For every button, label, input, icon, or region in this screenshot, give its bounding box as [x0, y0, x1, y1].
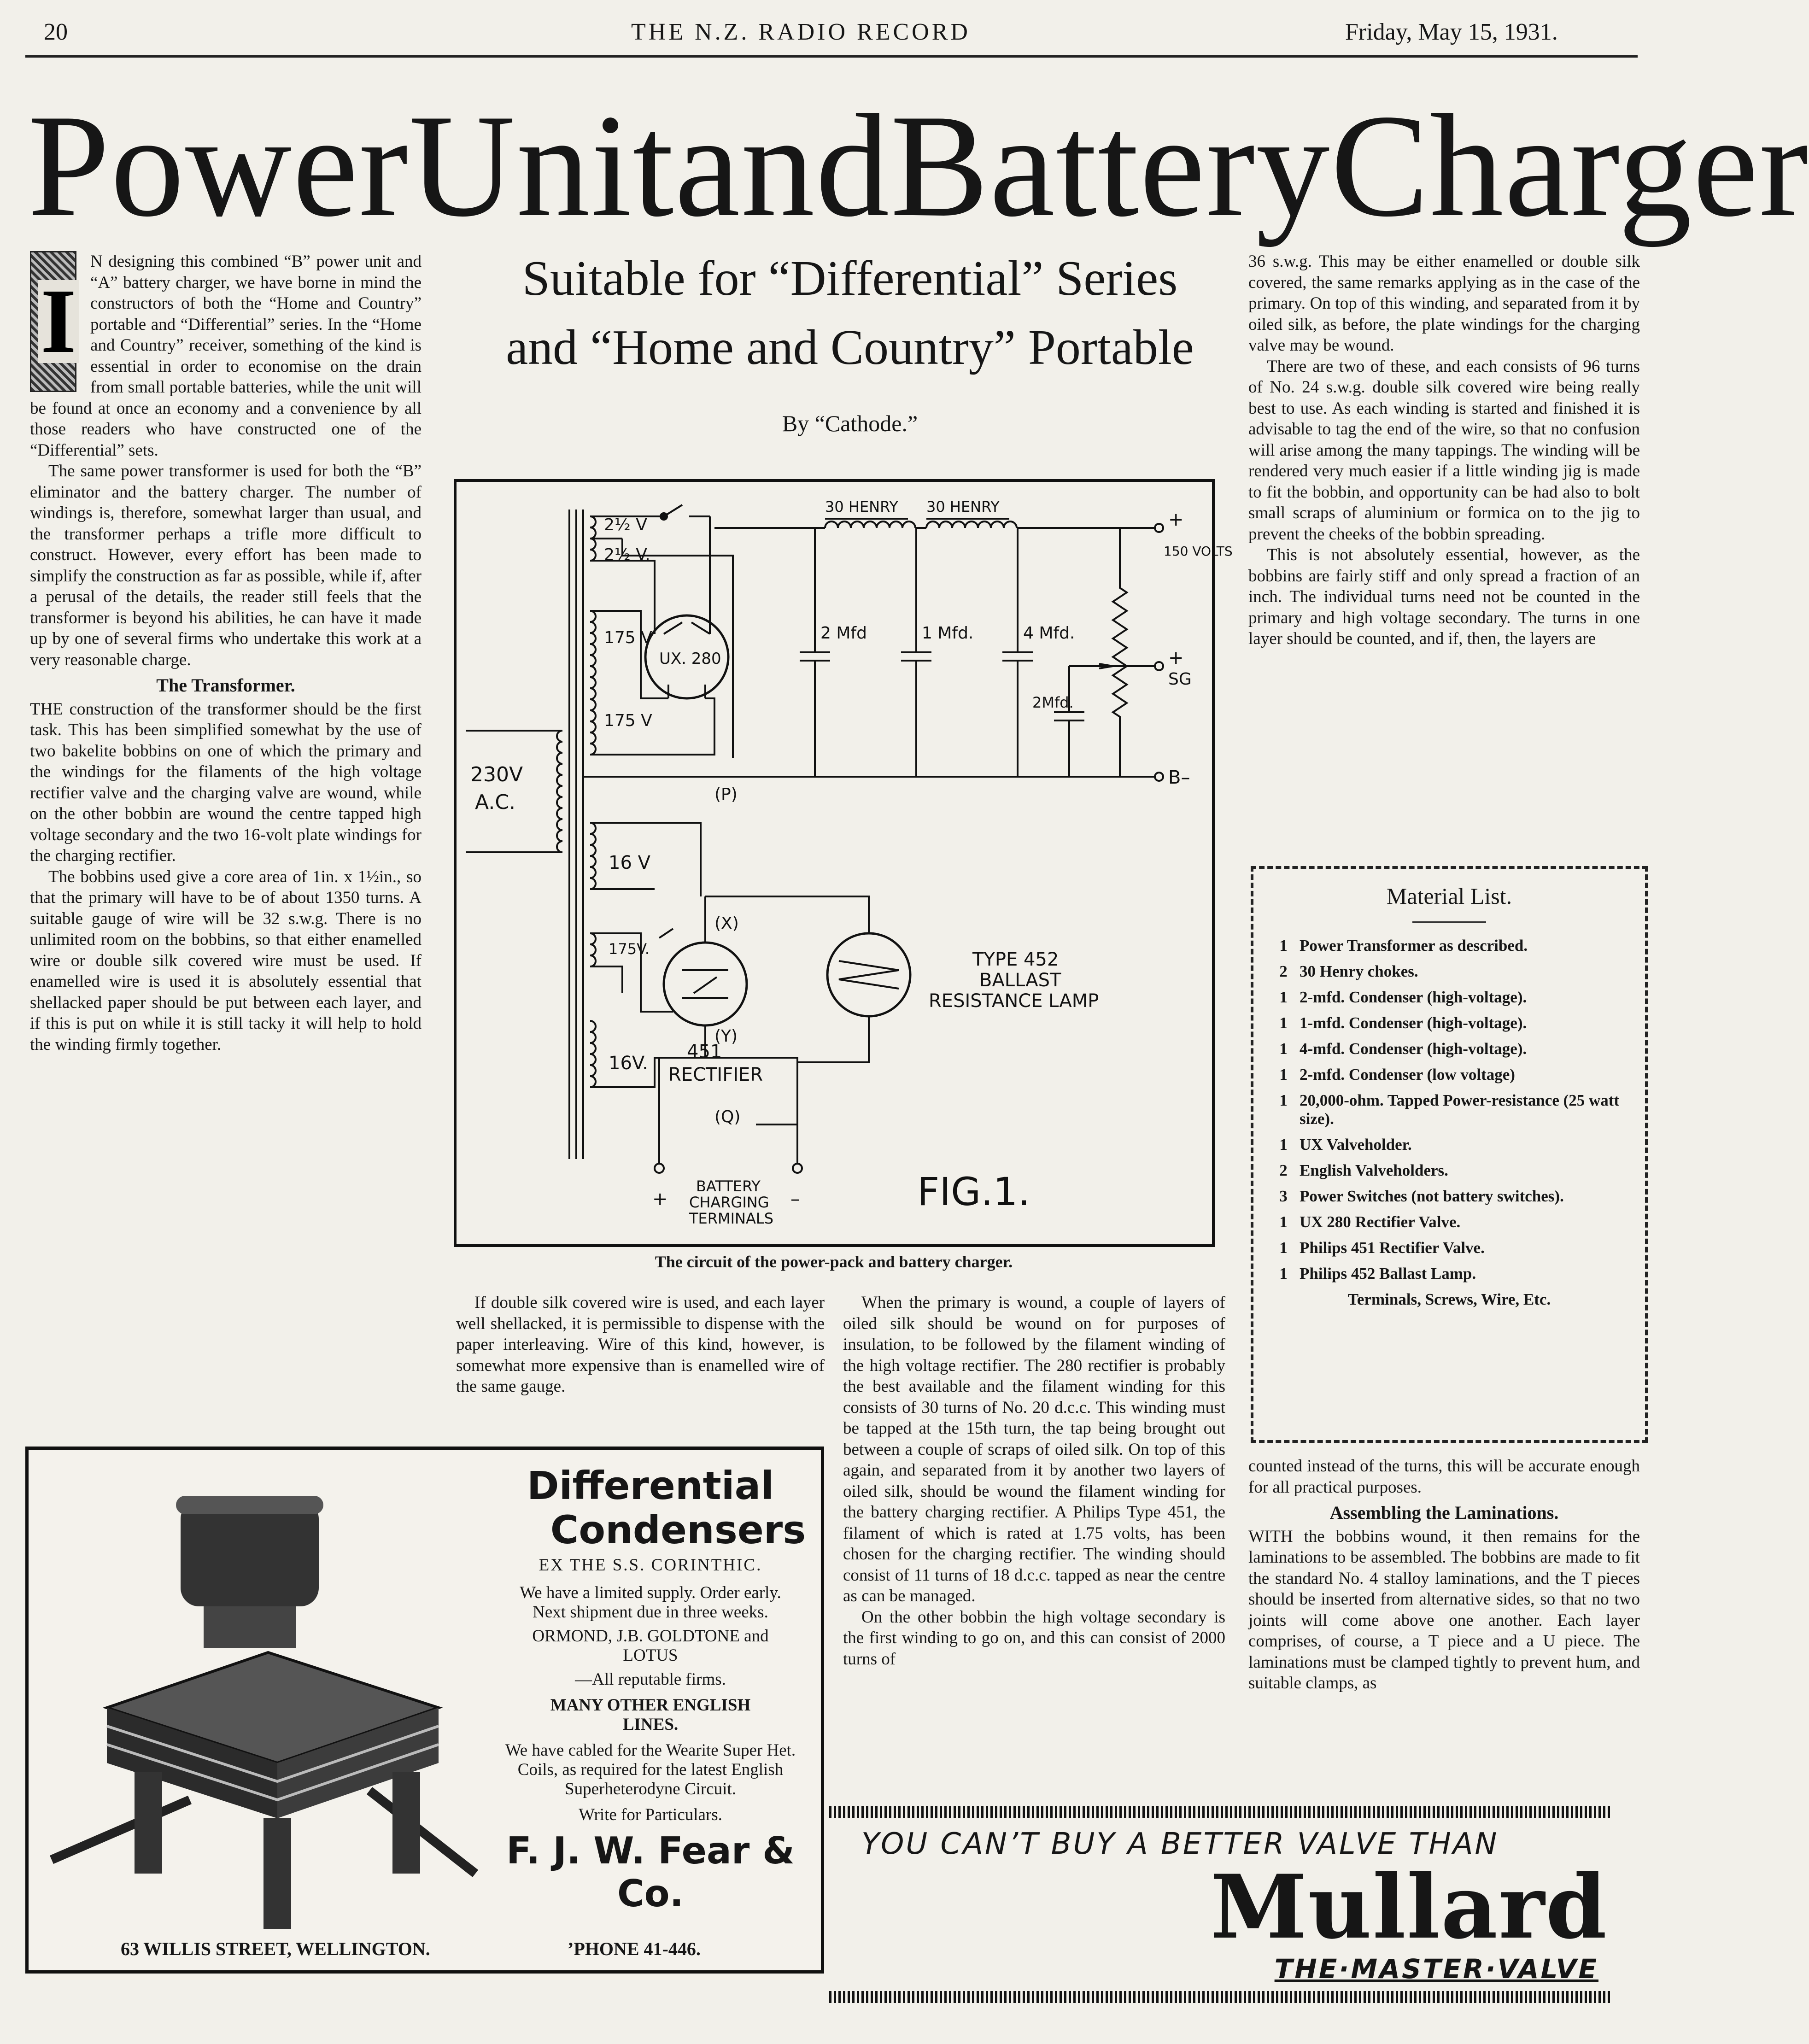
label-v5: 16 V — [609, 852, 650, 873]
article-column-1 — [30, 251, 422, 1055]
switch-contact — [661, 513, 667, 520]
choke-1 — [825, 521, 915, 528]
issue-date: Friday, May 15, 1931. — [1345, 19, 1558, 45]
mullard-tagline: THE·MASTER·VALVE — [1274, 1953, 1598, 1985]
primary-coil — [557, 731, 562, 852]
subheadline — [440, 244, 1260, 382]
capacitor-1mfd — [901, 528, 931, 777]
advertisement-mullard — [829, 1806, 1612, 1985]
label-v6: 175V. — [609, 940, 650, 958]
label-plus-2: + — [1168, 647, 1184, 668]
paragraph: On the other bobbin the high voltage secondary is the first winding to go on, and this can consist of 2000 turns of — [843, 1607, 1225, 1669]
battery-terminal-minus — [793, 1164, 802, 1173]
section-heading: Assembling the Laminations. — [1329, 1502, 1559, 1523]
ad-title: Condensers — [550, 1507, 806, 1552]
filament-coil-451 — [590, 933, 596, 966]
circuit-diagram-frame — [454, 479, 1233, 1247]
label-lamp-3: RESISTANCE LAMP — [929, 990, 1099, 1012]
byline: By “Cathode.” — [782, 410, 918, 436]
filament-switch — [659, 929, 673, 938]
label-plus-1: + — [1168, 509, 1184, 530]
terminal-sg — [1155, 662, 1163, 670]
condenser-illustration — [52, 1468, 494, 1943]
capacitor-2mfd-low — [1054, 666, 1084, 777]
valve-anodes — [664, 622, 710, 634]
label-cap-2: 1 Mfd. — [922, 624, 974, 643]
knob-top — [176, 1496, 323, 1514]
label-v3: 175 V — [604, 628, 652, 647]
paragraph: This is not absolutely essential, however, as the bobbins are fairly stiff and only spread a fraction of an inch. The individual turns need not be counted in the primary and high voltage secondary. The turns in one layer should be counted, and if, then, the layers are — [1248, 545, 1640, 648]
ad-line: EX THE S.S. CORINTHIC. — [539, 1556, 762, 1575]
shaft-nut — [204, 1606, 296, 1648]
label-ac: A.C. — [475, 791, 516, 814]
label-cap-1: 2 Mfd — [820, 624, 867, 643]
section-heading: The Transformer. — [156, 675, 295, 696]
power-resistor — [1113, 528, 1127, 777]
foot — [263, 1818, 291, 1929]
ad-title: Differential — [527, 1463, 774, 1508]
ad-border-top — [829, 1806, 1612, 1818]
valve-451-filament — [694, 977, 717, 993]
illuminated-initial: I — [30, 251, 76, 392]
label-v2: 2½ V. — [604, 545, 650, 564]
switch — [590, 505, 710, 516]
label-battery-1: BATTERY — [696, 1177, 761, 1195]
terminal-150v — [1155, 524, 1163, 532]
hv-secondary-coil — [590, 611, 596, 755]
subheadline-line: and “Home and Country” Portable — [506, 320, 1194, 375]
paragraph: N designing this combined “B” power unit and “A” battery charger, we have borne in mind the constructors of both the “Home and Country” portable and “Differential” series. In the “Home and Country” receiver, something of the kind is essential in order to economise on the drain from small portable batteries, while the unit will be found at once an economy and a convenience by all those readers who have constructed one of the “Differential” sets. — [30, 252, 422, 460]
subheadline-line: Suitable for “Differential” Series — [522, 251, 1178, 306]
knob — [181, 1500, 319, 1606]
ad-slogan: YOU CAN’T BUY A BETTER VALVE THAN — [861, 1827, 1499, 1861]
paragraph: When the primary is wound, a couple of layers of oiled silk should be wound on for purposes of insulation, to be followed by the filament winding of the high voltage rectifier. The 280 rectifier is probably the best available and the filament winding for this consists of 30 turns of No. 20 d.c.c. This winding must be tapped at the 15th turn, the tap being brought out between a couple of scraps of oiled silk. On top of this again, and separated from it by another two layers of oiled silk, should be wound the filament winding for the battery charging rectifier. A Philips Type 451, the filament of which is rated at 1.75 volts, has been chosen for the charging rectifier. The winding should consist of 11 turns of 18 d.c.c. tapped as near the centre as can be managed. — [843, 1293, 1225, 1605]
headline — [28, 78, 1809, 253]
list-item: 1 Power Transformer as described. — [1279, 937, 1528, 955]
headline-word: Battery — [890, 84, 1331, 247]
label-cap-4: 2Mfd. — [1032, 694, 1074, 711]
ad-company: F. J. W. Fear & Co. — [506, 1829, 795, 1915]
label-battery-plus: + — [652, 1189, 668, 1210]
list-item: 1 UX Valveholder. — [1279, 1136, 1412, 1154]
list-item: 2 English Valveholders. — [1279, 1161, 1448, 1179]
ad-text — [489, 1464, 812, 1915]
ad-line: We have cabled for the Wearite Super Het. Coils, as required for the latest English Superheterodyne Circuit. — [505, 1741, 796, 1798]
list-footer: Terminals, Screws, Wire, Etc. — [1347, 1290, 1551, 1308]
ad-address: 63 WILLIS STREET, WELLINGTON. — [121, 1939, 430, 1959]
label-x: (X) — [714, 914, 739, 933]
label-rectifier: RECTIFIER — [668, 1064, 763, 1085]
label-v1: 2½ V — [604, 515, 647, 534]
circuit-diagram — [457, 482, 1233, 1244]
headline-word: Power — [28, 84, 409, 247]
label-b-minus: B– — [1168, 767, 1190, 788]
label-p: (P) — [714, 785, 738, 804]
list-item: 3 Power Switches (not battery switches). — [1279, 1187, 1564, 1205]
plate-coil-16v-b — [590, 1021, 596, 1087]
label-v4: 175 V — [604, 711, 652, 730]
mullard-logo: Mullard — [1210, 1856, 1608, 1958]
list-item: 2 30 Henry chokes. — [1279, 962, 1418, 980]
label-v7: 16V. — [609, 1053, 648, 1074]
capacitor-4mfd — [1002, 528, 1033, 777]
material-list-title: Material List. — [1386, 883, 1512, 909]
headline-word: Unit — [409, 84, 675, 247]
material-list-box — [1251, 866, 1648, 1443]
ad-line: MANY OTHER ENGLISH LINES. — [550, 1696, 751, 1734]
valve-451 — [664, 943, 747, 1025]
list-item: 1 4-mfd. Condenser (high-voltage). — [1279, 1040, 1527, 1058]
label-lamp-2: BALLAST — [979, 970, 1061, 991]
foot — [392, 1772, 420, 1874]
page-number: 20 — [44, 19, 68, 45]
label-mains: 230V — [470, 763, 523, 786]
paragraph: There are two of these, and each consists of 96 turns of No. 24 s.w.g. double silk covered wire being really best to use. As each winding is started and finished it is advisable to tag the end of the wire, so that no confusion will arise among the many tappings. The winding will be rendered very much easier if a little winding jig is made to fit the bobbin, and opportunity can be had also to bolt small scraps of aluminium or formica on to the jig to prevent the cheeks of the bobbin spreading. — [1248, 357, 1640, 544]
label-cap-3: 4 Mfd. — [1023, 624, 1075, 643]
label-battery-2: CHARGING — [689, 1194, 769, 1211]
paragraph: THE construction of the transformer should be the first task. This has been simplified somewhat by the use of two bakelite bobbins on one of which the primary and the windings for the filaments of the high voltage rectifier valve and the charging valve are wound, while on the other bobbin are wound the centre tapped high voltage secondary and the two 16-volt plate windings for the charging rectifier. — [30, 699, 422, 865]
list-item: 1 Philips 452 Ballast Lamp. — [1279, 1265, 1476, 1283]
list-item: 1 Philips 451 Rectifier Valve. — [1279, 1239, 1485, 1257]
ballast-filament — [839, 961, 899, 989]
header-rule — [25, 55, 1638, 58]
filament-wire — [590, 561, 655, 634]
label-lamp-1: TYPE 452 — [972, 949, 1059, 970]
capacitor-2mfd — [800, 528, 830, 777]
figure-caption: The circuit of the power-pack and battery charger. — [655, 1253, 1013, 1271]
choke-2 — [926, 521, 1017, 528]
label-y: (Y) — [714, 1027, 738, 1046]
headline-word: and — [674, 84, 890, 247]
article-column-4-continued — [1248, 1456, 1640, 1694]
list-item: 1 20,000-ohm. Tapped Power-resistance (25 watt size). — [1279, 1091, 1620, 1128]
ad-line: —All reputable firms. — [575, 1670, 726, 1689]
headline-word: Charger — [1330, 84, 1809, 247]
paragraph: counted instead of the turns, this will be accurate enough for all practical purposes. — [1248, 1457, 1640, 1497]
label-150v: 150 VOLTS — [1164, 544, 1233, 559]
ad-phone: ’PHONE 41-446. — [568, 1939, 701, 1959]
list-item: 1 2-mfd. Condenser (low voltage) — [1279, 1066, 1515, 1083]
label-battery-minus: – — [790, 1189, 800, 1210]
material-list — [1267, 937, 1631, 1283]
paragraph: The bobbins used give a core area of 1in. x 1½in., so that the primary will have to be of about 1350 turns. A suitable gauge of wire will be 32 s.w.g. There is no unlimited room on the bobbins, so that either enamelled wire or double silk covered wire must be used. If enamelled wire is used it is absolutely essential that shellacked paper should be put between each layer, and if this is put on while it is still tacky it will help to hold the winding firmly together. — [30, 867, 422, 1054]
paragraph: If double silk covered wire is used, and each layer well shellacked, it is permissible to dispense with the paper interleaving. Wire of this kind, however, is somewhat more expensive than is enamelled wire of the same gauge. — [456, 1293, 825, 1396]
paragraph: The same power transformer is used for both the “B” eliminator and the battery charger. The number of windings is, therefore, somewhat larger than usual, and the transformer perhaps a trifle more difficult to construct. However, every effort has been made to simplify the construction as far as possible, while if, after a perusal of the details, the reader still feels that the transformer is beyond his abilities, he can have it made up by one of several firms who undertake this work at a very reasonable charge. — [30, 462, 422, 669]
ad-line: We have a limited supply. Order early. Next shipment due in three weeks. — [520, 1583, 781, 1622]
label-q: (Q) — [714, 1107, 741, 1126]
figure-number: FIG.1. — [917, 1169, 1030, 1214]
publication-name: THE N.Z. RADIO RECORD — [631, 19, 971, 45]
terminal-b-minus — [1155, 773, 1163, 781]
article-column-2 — [456, 1292, 825, 1397]
label-choke-2: 30 HENRY — [926, 498, 1000, 515]
plate-coil-16v-a — [590, 823, 596, 889]
label-sg: SG — [1168, 670, 1192, 689]
title-rule — [1412, 921, 1486, 923]
paragraph: 36 s.w.g. This may be either enamelled or double silk covered, the same remarks applying as in the case of the primary. On top of this winding, and separated from it by oiled silk, as before, the plate windings for the charging valve may be wound. — [1248, 252, 1640, 355]
article-column-4 — [1248, 251, 1640, 650]
foot — [135, 1772, 162, 1874]
list-item: 1 UX 280 Rectifier Valve. — [1279, 1213, 1461, 1231]
ad-line: Write for Particulars. — [579, 1805, 722, 1824]
label-battery-3: TERMINALS — [689, 1210, 774, 1227]
label-choke-1: 30 HENRY — [825, 498, 898, 515]
label-ux280: UX. 280 — [659, 650, 721, 668]
advertisement-fear — [25, 1447, 824, 1974]
list-item: 1 2-mfd. Condenser (high-voltage). — [1279, 988, 1527, 1006]
battery-terminal-plus — [655, 1164, 664, 1173]
article-column-3 — [843, 1292, 1225, 1669]
ad-line: ORMOND, J.B. GOLDTONE and LOTUS — [532, 1627, 769, 1665]
ad-border-bottom — [829, 1991, 1612, 2003]
list-item: 1 1-mfd. Condenser (high-voltage). — [1279, 1014, 1527, 1032]
label-451: 451 — [687, 1041, 722, 1062]
paragraph: WITH the bobbins wound, it then remains for the laminations to be assembled. The bobbins are made to fit the standard No. 4 stalloy laminations, and the T pieces should be inserted from alternative sides, so that no two joints will come above one another. Each layer comprises, of course, a T piece and a U piece. The laminations must be clamped tightly to prevent hum, and suitable clamps, as — [1248, 1527, 1640, 1693]
